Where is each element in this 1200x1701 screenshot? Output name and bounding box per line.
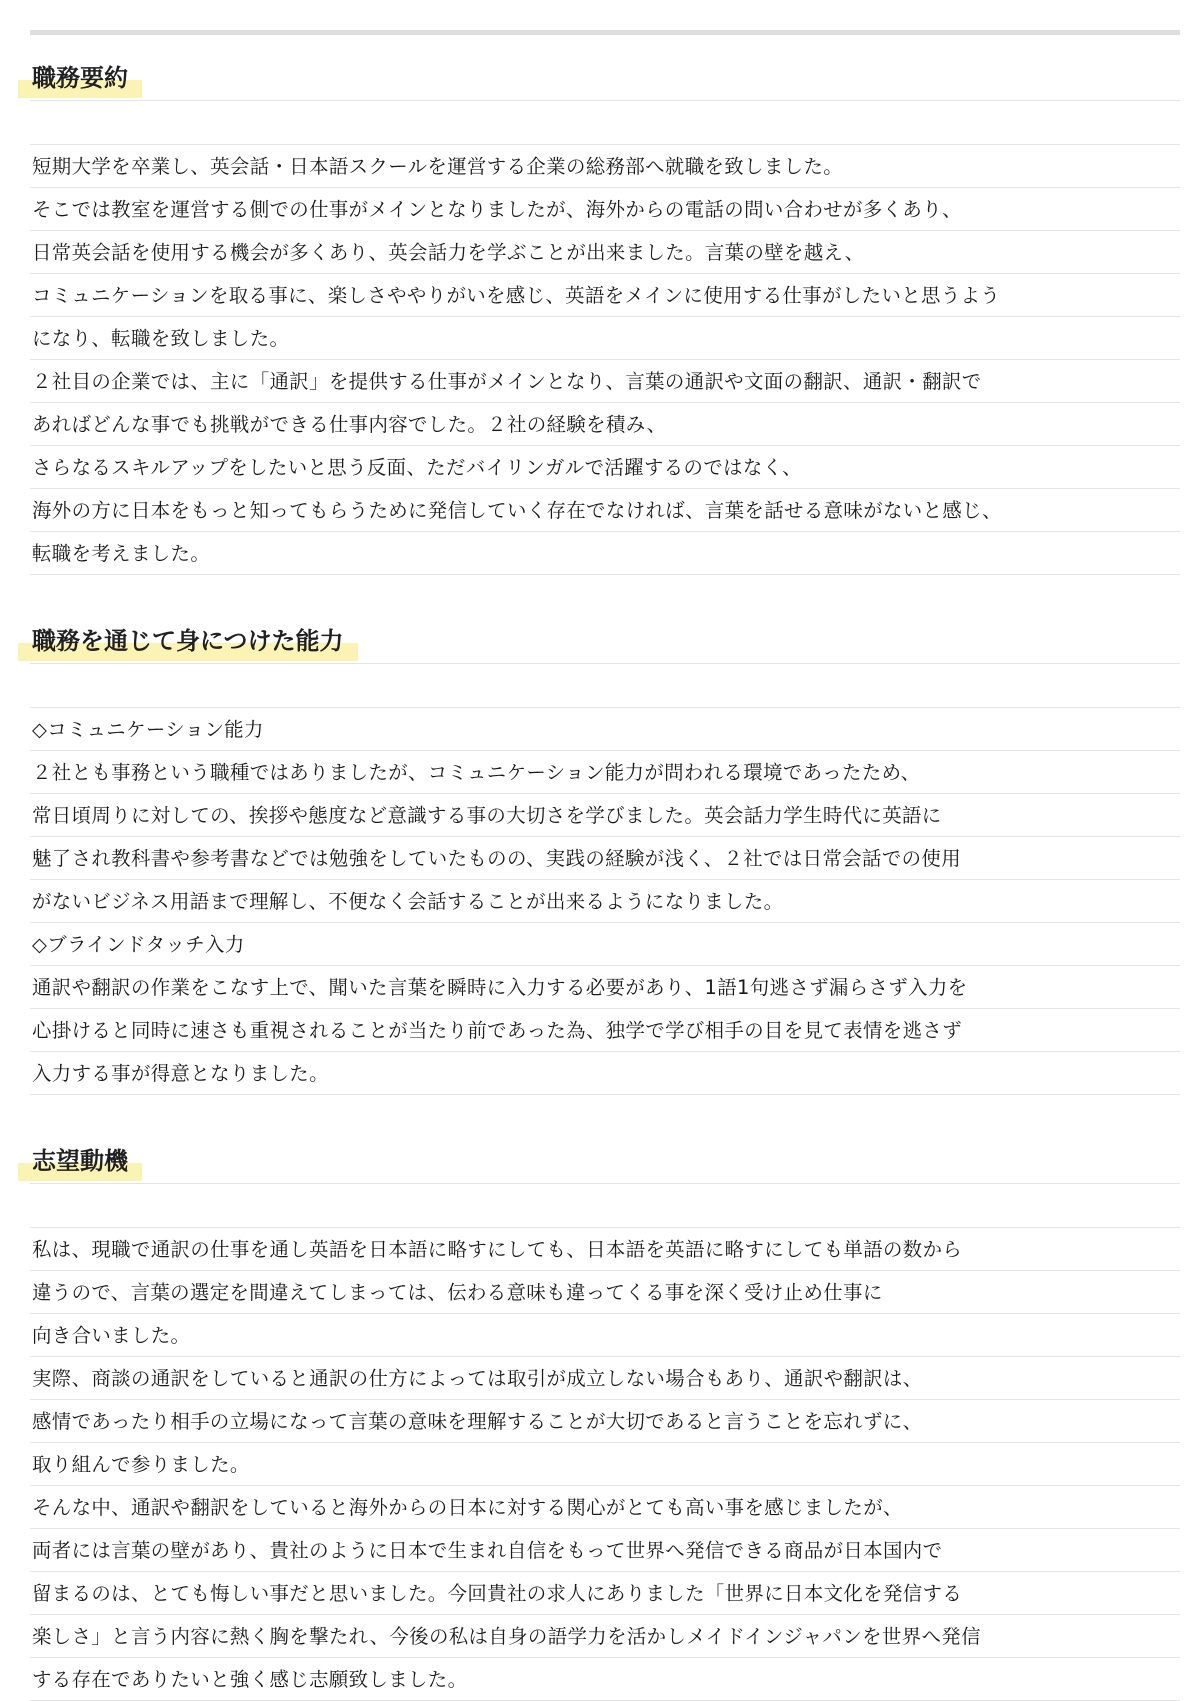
text-line: になり、転職を致しました。	[30, 317, 1180, 360]
text-line: 転職を考えました。	[30, 532, 1180, 575]
text-line: そんな中、通訳や翻訳をしていると海外からの日本に対する関心がとても高い事を感じましたが、	[30, 1486, 1180, 1529]
section-heading: 職務を通じて身につけた能力	[18, 625, 358, 661]
text-line: さらなるスキルアップをしたいと思う反面、ただバイリンガルで活躍するのではなく、	[30, 446, 1180, 489]
blank-ruled-line	[30, 1184, 1180, 1228]
text-line: する存在でありたいと強く感じ志願致しました。	[30, 1658, 1180, 1701]
section-motivation	[30, 1139, 1180, 1701]
blank-ruled-line	[30, 101, 1180, 145]
text-line: そこでは教室を運営する側での仕事がメインとなりましたが、海外からの電話の問い合わせが多くあり、	[30, 188, 1180, 231]
text-line: 日常英会話を使用する機会が多くあり、英会話力を学ぶことが出来ました。言葉の壁を越え、	[30, 231, 1180, 274]
text-line: 短期大学を卒業し、英会話・日本語スクールを運営する企業の総務部へ就職を致しました。	[30, 145, 1180, 188]
text-line: 向き合いました。	[30, 1314, 1180, 1357]
section-heading-row	[30, 619, 1180, 664]
section-heading: 職務要約	[18, 62, 142, 98]
text-line: 私は、現職で通訳の仕事を通し英語を日本語に略すにしても、日本語を英語に略すにしても単語の数から	[30, 1228, 1180, 1271]
document-body	[30, 56, 1180, 1701]
section-heading-row	[30, 1139, 1180, 1184]
text-line: 海外の方に日本をもっと知ってもらうために発信していく存在でなければ、言葉を話せる意味がないと感じ、	[30, 489, 1180, 532]
text-line: 常日頃周りに対しての、挨拶や態度など意識する事の大切さを学びました。英会話力学生時代に英語に	[30, 794, 1180, 837]
text-line: 楽しさ」と言う内容に熱く胸を撃たれ、今後の私は自身の語学力を活かしメイドインジャパンを世界へ発信	[30, 1615, 1180, 1658]
section-heading-row	[30, 56, 1180, 101]
text-line: 心掛けると同時に速さも重視されることが当たり前であった為、独学で学び相手の目を見て表情を逃さず	[30, 1009, 1180, 1052]
text-line: 違うので、言葉の選定を間違えてしまっては、伝わる意味も違ってくる事を深く受け止め仕事に	[30, 1271, 1180, 1314]
text-line: あればどんな事でも挑戦ができる仕事内容でした。２社の経験を積み、	[30, 403, 1180, 446]
text-line: 入力する事が得意となりました。	[30, 1052, 1180, 1095]
section-heading: 志望動機	[18, 1145, 142, 1181]
text-line: ◇ブラインドタッチ入力	[30, 923, 1180, 966]
text-line: 通訳や翻訳の作業をこなす上で、聞いた言葉を瞬時に入力する必要があり、1語1句逃さず漏らさず入力を	[30, 966, 1180, 1009]
text-line: 魅了され教科書や参考書などでは勉強をしていたものの、実践の経験が浅く、２社では日常会話での使用	[30, 837, 1180, 880]
text-line: 留まるのは、とても悔しい事だと思いました。今回貴社の求人にありました「世界に日本文化を発信する	[30, 1572, 1180, 1615]
text-line: ２社とも事務という職種ではありましたが、コミュニケーション能力が問われる環境であったため、	[30, 751, 1180, 794]
text-line: 両者には言葉の壁があり、貴社のように日本で生まれ自信をもって世界へ発信できる商品が日本国内で	[30, 1529, 1180, 1572]
section-job-summary	[30, 56, 1180, 575]
text-line: 取り組んで参りました。	[30, 1443, 1180, 1486]
top-divider	[30, 30, 1180, 35]
section-acquired-skills	[30, 619, 1180, 1095]
text-line: 実際、商談の通訳をしていると通訳の仕方によっては取引が成立しない場合もあり、通訳や翻訳は、	[30, 1357, 1180, 1400]
blank-ruled-line	[30, 664, 1180, 708]
text-line: がないビジネス用語まで理解し、不便なく会話することが出来るようになりました。	[30, 880, 1180, 923]
text-line: 感情であったり相手の立場になって言葉の意味を理解することが大切であると言うことを忘れずに、	[30, 1400, 1180, 1443]
text-line: ２社目の企業では、主に「通訳」を提供する仕事がメインとなり、言葉の通訳や文面の翻訳、通訳・翻訳で	[30, 360, 1180, 403]
text-line: ◇コミュニケーション能力	[30, 708, 1180, 751]
text-line: コミュニケーションを取る事に、楽しさややりがいを感じ、英語をメインに使用する仕事がしたいと思うよう	[30, 274, 1180, 317]
